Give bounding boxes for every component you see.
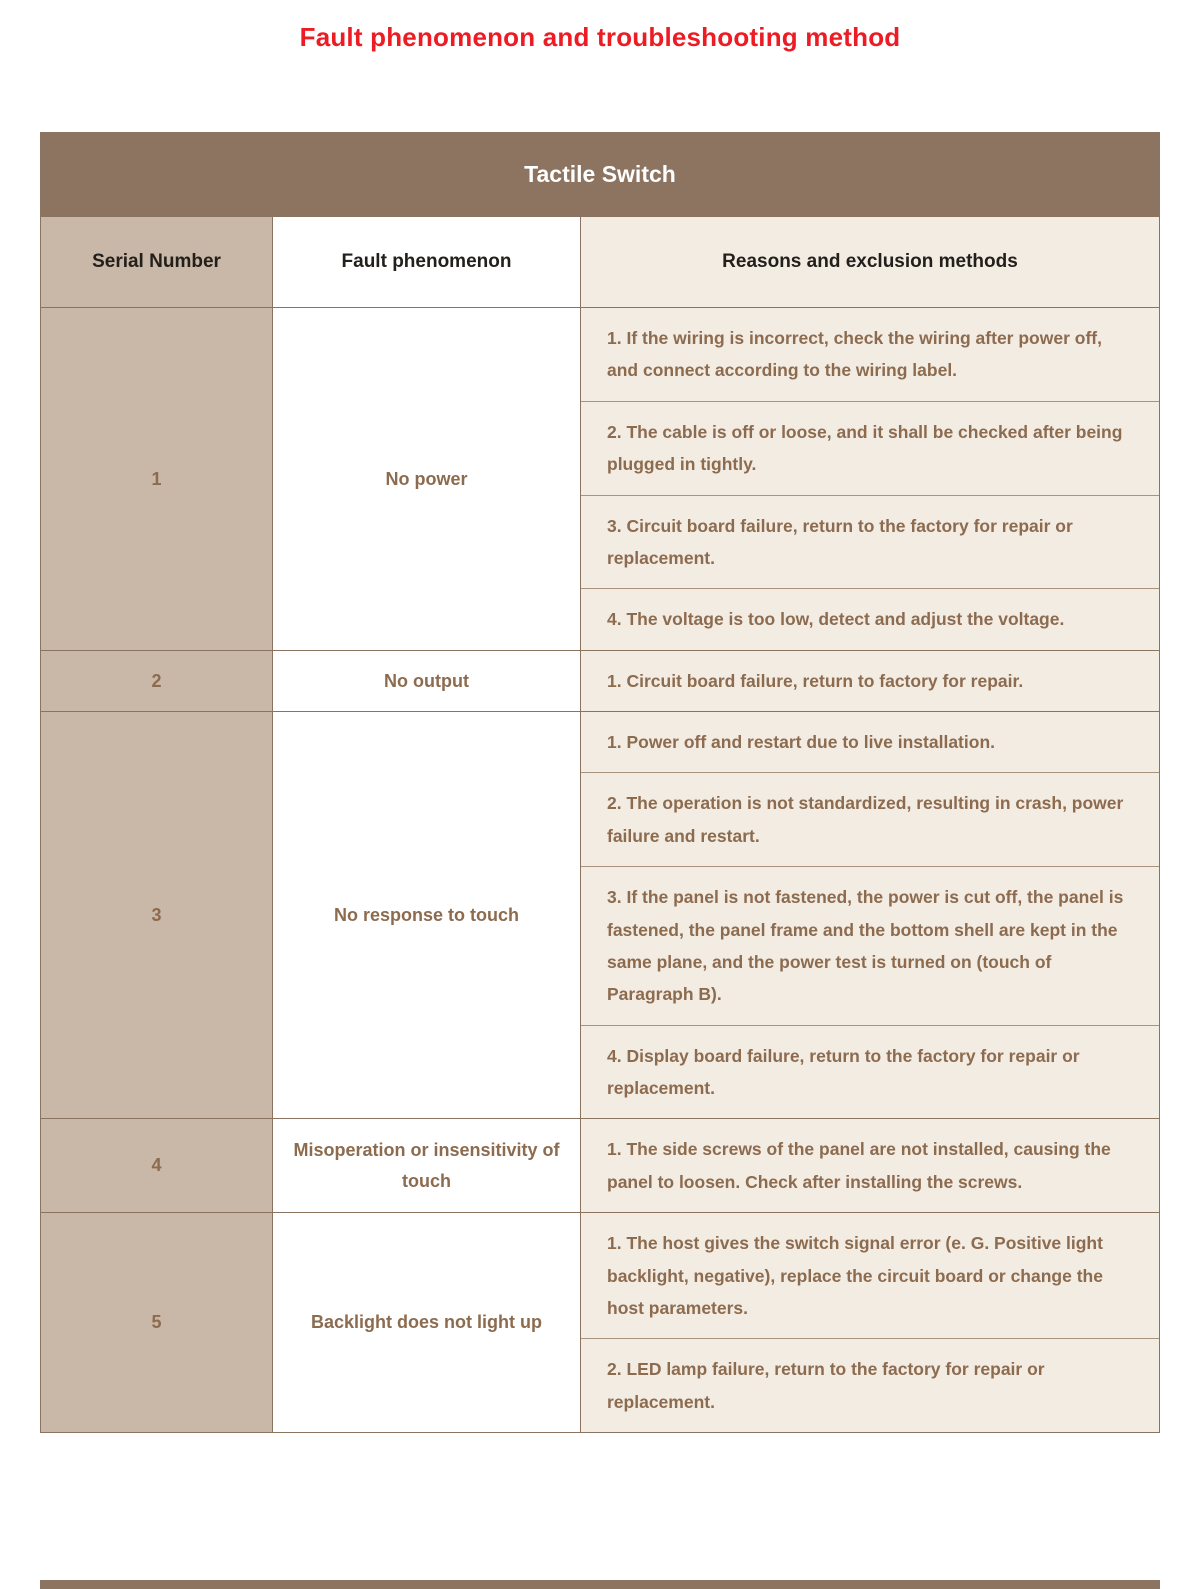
- reason-item: 1. Power off and restart due to live installation.: [607, 732, 995, 752]
- reason-item: 2. The operation is not standardized, resulting in crash, power failure and restart.: [581, 772, 1159, 866]
- fault-phenomenon-cell: No output: [273, 651, 581, 711]
- troubleshooting-table: [40, 132, 1160, 1433]
- table-row: [41, 1118, 1159, 1212]
- reason-item: 3. Circuit board failure, return to the factory for repair or replacement.: [581, 495, 1159, 589]
- reasons-cell: [581, 712, 1159, 1118]
- reasons-cell: [581, 651, 1159, 711]
- column-header-fault-phenomenon: Fault phenomenon: [273, 217, 581, 307]
- reason-item: 1. If the wiring is incorrect, check the wiring after power off, and connect according to the wiring label.: [607, 328, 1102, 381]
- reason-item: 2. The cable is off or loose, and it shall be checked after being plugged in tightly.: [581, 401, 1159, 495]
- reason-item: 4. The voltage is too low, detect and adjust the voltage.: [581, 588, 1159, 649]
- serial-number-cell: 2: [41, 651, 273, 711]
- serial-number-cell: 4: [41, 1119, 273, 1212]
- table-row: [41, 711, 1159, 1118]
- reason-item: 2. LED lamp failure, return to the factory for repair or replacement.: [581, 1338, 1159, 1432]
- table-title: Tactile Switch: [41, 133, 1159, 216]
- column-header-serial-number: Serial Number: [41, 217, 273, 307]
- table-header-row: [41, 216, 1159, 307]
- fault-phenomenon-cell: No power: [273, 308, 581, 650]
- reasons-cell: [581, 1119, 1159, 1212]
- reasons-cell: [581, 308, 1159, 650]
- fault-phenomenon-cell: Backlight does not light up: [273, 1213, 581, 1432]
- serial-number-cell: 3: [41, 712, 273, 1118]
- table-body: [41, 307, 1159, 1432]
- next-table-top-edge: [40, 1580, 1160, 1589]
- column-header-reasons: Reasons and exclusion methods: [581, 217, 1159, 307]
- reason-item: 1. Circuit board failure, return to factory for repair.: [607, 670, 1024, 691]
- table-row: [41, 650, 1159, 711]
- fault-phenomenon-cell: No response to touch: [273, 712, 581, 1118]
- reason-item: 4. Display board failure, return to the factory for repair or replacement.: [581, 1025, 1159, 1119]
- reason-item: 3. If the panel is not fastened, the power is cut off, the panel is fastened, the panel frame and the bottom shell are kept in the same plane, and the power test is turned on (touch of Paragraph B).: [581, 866, 1159, 1025]
- fault-phenomenon-cell: Misoperation or insensitivity of touch: [273, 1119, 581, 1212]
- page-title: Fault phenomenon and troubleshooting method: [299, 22, 901, 52]
- table-row: [41, 307, 1159, 650]
- reason-item: 1. The side screws of the panel are not installed, causing the panel to loosen. Check after installing the screws.: [607, 1139, 1111, 1192]
- table-row: [41, 1212, 1159, 1432]
- serial-number-cell: 1: [41, 308, 273, 650]
- reason-item: 1. The host gives the switch signal error (e. G. Positive light backlight, negative), replace the circuit board or change the host parameters.: [607, 1233, 1103, 1318]
- reasons-cell: [581, 1213, 1159, 1432]
- serial-number-cell: 5: [41, 1213, 273, 1432]
